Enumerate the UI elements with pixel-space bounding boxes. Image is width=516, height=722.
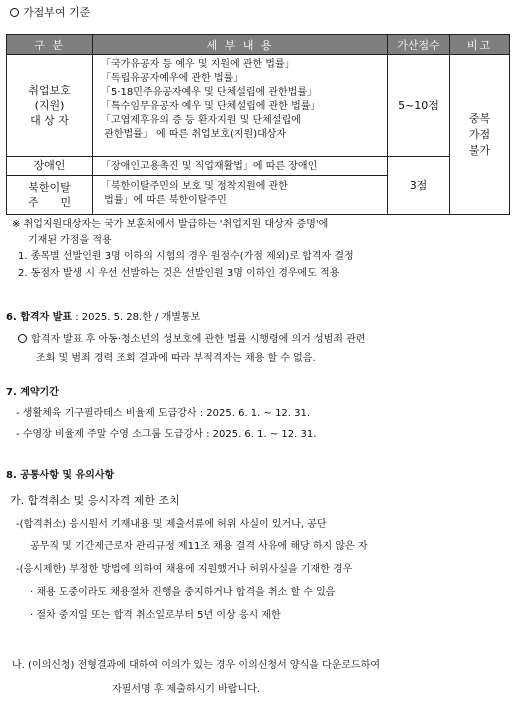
header-points: 가산점수 xyxy=(387,34,450,55)
cancel-line-1: -(합격취소) 응시원서 기재내용 및 제출서류에 허위 사실이 있거나, 공단 xyxy=(16,519,327,530)
section-6-heading: 6. 합격자 발표 xyxy=(6,312,73,323)
defector-detail-line: 「북한이탈주민의 보호 및 정착지원에 관한 xyxy=(101,181,288,192)
circle-bullet-icon xyxy=(10,8,19,17)
remarks-line: 중복 xyxy=(468,111,491,125)
section-6-bullet xyxy=(18,333,365,346)
employment-detail-line: 「독립유공자예우에 관한 법률」 xyxy=(101,73,244,84)
section-6-bullet-line: 합격자 발표 후 아동·청소년의 성보호에 관한 법률 시행령에 의거 성범죄 관련 xyxy=(31,334,366,345)
contract-item-2: - 수영장 비율제 주말 수영 소그룹 도급강사 : 2025. 6. 1. ~ 12. 31. xyxy=(16,429,317,440)
employment-category-line: (지원) xyxy=(34,99,65,112)
employment-category-line: 대 상 자 xyxy=(30,114,69,127)
defector-points: 3점 xyxy=(387,156,450,215)
section-6-bullet-line2: 조회 및 범죄 경력 조회 결과에 따라 부적격자는 채용 할 수 없음. xyxy=(36,353,316,364)
employment-detail-line: 관한법률」 에 따른 취업보호(지원)대상자 xyxy=(101,129,287,140)
note-1: ※ 취업지원대상자는 국가 보훈처에서 발급하는 '취업지원 대상자 증명'에 xyxy=(12,219,329,230)
employment-detail-line: 「5·18민주유공자예우 및 단체설립에 관한법률」 xyxy=(101,87,318,98)
consequence-1: · 채용 도중이라도 채용절차 진행을 중지하거나 합격을 취소 할 수 있음 xyxy=(30,587,336,598)
disabled-category: 장애인 xyxy=(6,156,93,176)
header-remarks: 비고 xyxy=(449,34,510,55)
section-7-title: 7. 계약기간 xyxy=(6,387,59,398)
restrict-line: -(응시제한) 부정한 방법에 의하여 채용에 지원했거나 허위사실을 기재한 경우 xyxy=(16,564,353,575)
employment-category xyxy=(6,54,93,157)
defector-detail-line: 법률」에 따른 북한이탈주민 xyxy=(101,195,227,206)
section-6-date: : 2025. 5. 28.한 / 개별통보 xyxy=(72,312,201,323)
sub-section-na-line2: 자필서명 후 제출하시기 바랍니다. xyxy=(112,684,260,695)
note-3: 2. 동점자 발생 시 우선 선발하는 것은 선발인원 3명 이하인 경우에도 적용 xyxy=(18,268,340,279)
disabled-details: 「장애인고용촉진 및 직업재활법」에 따른 장애인 xyxy=(92,156,388,176)
header-details: 세 부 내 용 xyxy=(92,34,388,55)
cancel-line-2: 공무직 및 기간제근로자 관리규정 제11조 채용 결격 사유에 해당 하지 않은 자 xyxy=(30,541,368,552)
section-8-title: 8. 공통사항 및 유의사항 xyxy=(6,470,115,481)
employment-detail-line: 「국가유공자 등 예우 및 지원에 관한 법률」 xyxy=(101,59,295,70)
remarks-line: 불가 xyxy=(468,143,491,157)
note-1-continued: 기재된 가점을 적용 xyxy=(28,235,112,246)
defector-category-line: 북한이탈 xyxy=(28,181,71,194)
sub-section-na: 나. (이의신청) 전형결과에 대하여 이의가 있는 경우 이의신청서 양식을 다운로드하여 xyxy=(12,660,381,671)
header-category: 구 분 xyxy=(6,34,93,55)
circle-bullet-icon xyxy=(18,334,27,343)
remarks-line: 가점 xyxy=(468,127,491,141)
employment-points: 5~10점 xyxy=(387,54,450,157)
employment-detail-line: 「특수임무유공자 예우 및 단체설립에 관한 법률」 xyxy=(101,101,321,112)
intro-bullet xyxy=(10,6,90,20)
defector-category xyxy=(6,175,93,215)
employment-details xyxy=(92,54,388,157)
defector-details xyxy=(92,175,388,215)
contract-item-1: - 생활체육 기구필라테스 비율제 도급강사 : 2025. 6. 1. ~ 12. 31. xyxy=(16,408,311,419)
note-2: 1. 종목별 선발인원 3명 이하의 시험의 경우 원점수(가점 제외)로 합격자 결정 xyxy=(18,251,354,262)
section-6-title xyxy=(6,311,200,324)
bonus-points-table xyxy=(6,34,510,215)
intro-bullet-text: 가점부여 기준 xyxy=(23,6,91,19)
employment-category-line: 취업보호 xyxy=(28,84,71,97)
consequence-2: · 절차 중지일 또는 합격 취소일로부터 5년 이상 응시 제한 xyxy=(30,610,281,621)
sub-section-ga: 가. 합격취소 및 응시자격 제한 조치 xyxy=(10,494,180,507)
remarks-cell xyxy=(449,54,510,215)
defector-category-line: 주 민 xyxy=(27,196,72,209)
employment-detail-line: 「고엽제후유의 증 등 환자지원 및 단체설립에 xyxy=(101,115,301,126)
